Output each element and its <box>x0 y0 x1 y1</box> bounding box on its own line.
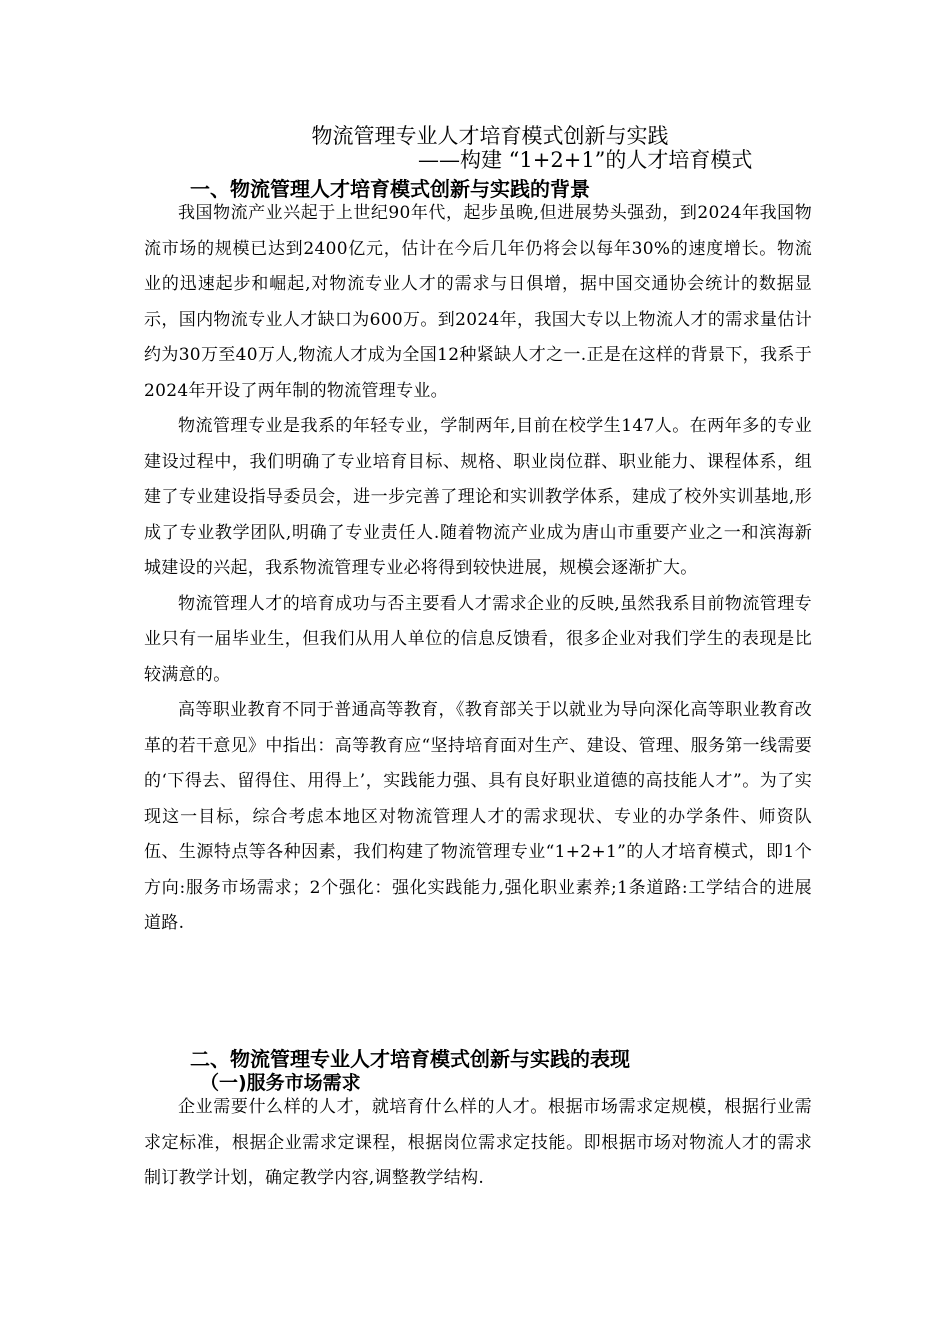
paragraph: 物流管理专业是我系的年轻专业，学制两年,目前在校学生147人。在两年多的专业建设过程中，我们明确了专业培育目标、规格、职业岗位群、职业能力、课程体系，组建了专业建设指导委员会，进一步完善了理论和实训教学体系，建成了校外实训基地,形成了专业教学团队,明确了专业责任人.随着物流产业成为唐山市重要产业之一和滨海新城建设的兴起，我系物流管理专业必将得到较快进展，规模会逐渐扩大。 <box>144 416 812 578</box>
subsection-1-heading: （一)服务市场需求 <box>200 1072 361 1094</box>
document-subtitle: ——构建 “1+2+1”的人才培育模式 <box>418 148 753 172</box>
section-2-heading: 二、物流管理专业人才培育模式创新与实践的表现 <box>190 1047 630 1071</box>
document-title: 物流管理专业人才培育模式创新与实践 <box>311 124 669 148</box>
section-1-body <box>144 196 812 942</box>
paragraph: 高等职业教育不同于普通高等教育，《教育部关于以就业为导向深化高等职业教育改革的若干意见》中指出：高等教育应“坚持培育面对生产、建设、管理、服务第一线需要的‘下得去、留得住、用得上’，实践能力强、具有良好职业道德的高技能人才”。为了实现这一目标，综合考虑本地区对物流管理人才的需求现状、专业的办学条件、师资队伍、生源特点等各种因素，我们构建了物流管理专业“1+2+1”的人才培育模式，即1个方向:服务市场需求；2个强化：强化实践能力,强化职业素养;1条道路:工学结合的进展道路. <box>144 700 812 933</box>
paragraph: 我国物流产业兴起于上世纪90年代，起步虽晚,但进展势头强劲，到2024年我国物流市场的规模已达到2400亿元，估计在今后几年仍将会以每年30%的速度增长。物流业的迅速起步和崛起,对物流专业人才的需求与日俱增，据中国交通协会统计的数据显示，国内物流专业人才缺口为600万。到2024年，我国大专以上物流人才的需求量估计约为30万至40万人,物流人才成为全国12种紧缺人才之一.正是在这样的背景下，我系于2024年开设了两年制的物流管理专业。 <box>144 203 812 401</box>
paragraph: 物流管理人才的培育成功与否主要看人才需求企业的反映,虽然我系目前物流管理专业只有一届毕业生，但我们从用人单位的信息反馈看，很多企业对我们学生的表现是比较满意的。 <box>144 593 812 685</box>
subsection-1-body <box>144 1090 812 1197</box>
paragraph: 企业需要什么样的人才，就培育什么样的人才。根据市场需求定规模，根据行业需求定标准，根据企业需求定课程，根据岗位需求定技能。即根据市场对物流人才的需求制订教学计划，确定教学内容,调整教学结构. <box>144 1097 812 1188</box>
section-1-heading: 一、物流管理人才培育模式创新与实践的背景 <box>190 177 590 201</box>
